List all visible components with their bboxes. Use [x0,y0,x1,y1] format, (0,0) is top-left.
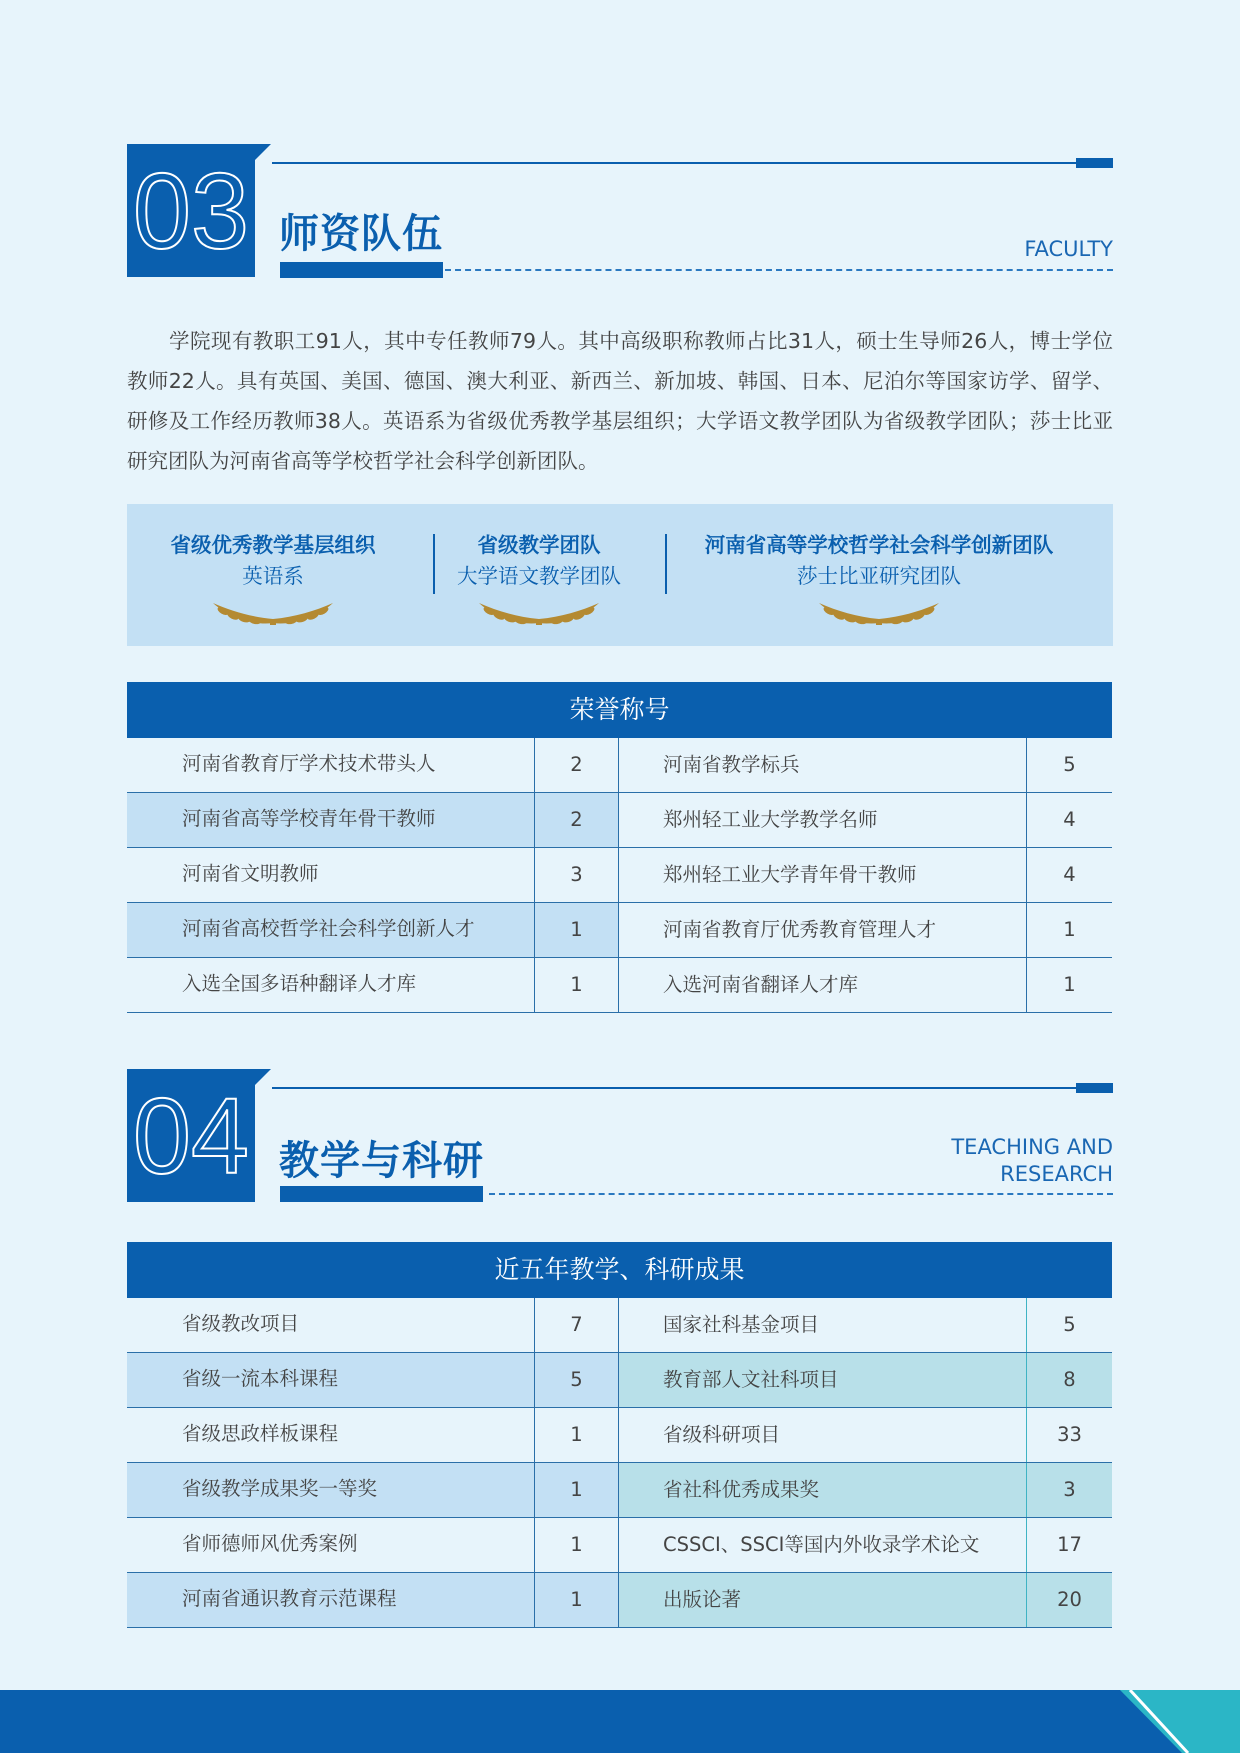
honor-name: 入选河南省翻译人才库 [663,973,859,996]
title-underline-bar [280,1186,483,1202]
result-name: 河南省通识教育示范课程 [127,1573,534,1627]
result-count: 5 [534,1353,619,1407]
section-number-icon [127,144,255,277]
result-name: 省级教改项目 [182,1312,300,1335]
table-row [127,793,1112,848]
table-row [127,738,1112,793]
table-row [127,1463,1112,1518]
award-title: 省级教学团队 [477,533,601,557]
section-number: 03 [133,150,249,271]
table-row [127,1408,1112,1463]
result-name: 省级教学成果奖一等奖 [127,1463,534,1517]
result-count: 7 [534,1298,619,1352]
results-table [127,1242,1112,1628]
award-subtitle: 大学语文教学团队 [457,564,621,588]
result-name: 国家社科基金项目 [663,1313,820,1336]
award-title: 省级优秀教学基层组织 [170,533,376,557]
table-row [127,903,1112,958]
honor-count: 4 [1026,793,1112,847]
result-name: 省级一流本科课程 [127,1353,534,1407]
faculty-intro-paragraph: 学院现有教职工91人，其中专任教师79人。其中高级职称教师占比31人，硕士生导师26人，博士学位教师22人。具有英国、美国、德国、澳大利亚、新西兰、新加坡、韩国、日本、尼泊尔等国家访学、留学、研修及工作经历教师38人。英语系为省级优秀教学基层组织；大学语文教学团队为省级教学团队；莎士比亚研究团队为河南省高等学校哲学社会科学创新团队。 [127,329,1113,473]
award-title: 河南省高等学校哲学社会科学创新团队 [704,533,1054,557]
result-name: 出版论著 [619,1573,1026,1627]
result-count: 20 [1026,1573,1112,1627]
honor-name: 河南省教育厅优秀教育管理人才 [663,918,937,941]
result-name: 省社科优秀成果奖 [619,1463,1026,1517]
honor-name: 河南省文明教师 [182,862,319,885]
honor-count: 1 [534,903,619,957]
table-title: 荣誉称号 [127,682,1112,738]
result-count: 8 [1026,1353,1112,1407]
table-row [127,1298,1112,1353]
award-subtitle: 英语系 [242,564,304,588]
title-underline-bar [280,262,443,278]
result-count: 1 [534,1463,619,1517]
header-top-bar [1076,1083,1113,1093]
wheat-laurel-icon [207,595,339,629]
section-title-en-line2: RESEARCH [1000,1162,1113,1186]
award-item [163,530,383,629]
honor-count: 2 [534,793,619,847]
result-name: 省级科研项目 [663,1423,781,1446]
honor-count: 2 [534,738,619,792]
honor-name: 河南省高等学校青年骨干教师 [127,793,534,847]
table-row [127,848,1112,903]
honor-name: 入选全国多语种翻译人才库 [182,972,417,995]
result-name: 省级思政样板课程 [182,1422,339,1445]
honor-name: 郑州轻工业大学教学名师 [663,808,878,831]
wheat-laurel-icon [473,595,605,629]
section-title: 师资队伍 [279,211,443,257]
section-title-en-line1: TEACHING AND [951,1135,1113,1159]
wheat-laurel-icon [813,595,945,629]
award-item [689,530,1069,629]
section-number-icon [127,1069,255,1202]
section-header-teaching [127,1069,1113,1204]
honor-name: 郑州轻工业大学青年骨干教师 [663,863,917,886]
result-count: 33 [1026,1408,1112,1462]
section-title-en: FACULTY [1024,237,1113,261]
honor-name: 河南省高校哲学社会科学创新人才 [127,903,534,957]
header-top-bar [1076,158,1113,168]
table-row [127,1573,1112,1628]
header-top-line [272,1087,1096,1089]
section-number-badge [127,144,255,277]
footer-bar [0,1690,1240,1753]
awards-band [127,504,1113,646]
result-count: 5 [1026,1298,1112,1352]
award-item [449,530,629,629]
honor-count: 4 [1026,848,1112,902]
footer-accent-stripe [1120,1690,1240,1753]
honor-count: 3 [534,848,619,902]
honor-name: 河南省教育厅学术技术带头人 [182,752,436,775]
honor-count: 5 [1026,738,1112,792]
result-count: 3 [1026,1463,1112,1517]
header-top-line [272,162,1096,164]
honor-count: 1 [1026,958,1112,1012]
result-count: 1 [534,1408,619,1462]
section-number: 04 [133,1075,249,1196]
section-number-badge [127,1069,255,1202]
dashed-divider [445,269,1113,271]
honor-name: 河南省教学标兵 [663,753,800,776]
result-name: 省师德师风优秀案例 [182,1532,358,1555]
honors-table [127,682,1112,1013]
result-count: 17 [1026,1518,1112,1572]
result-name: 教育部人文社科项目 [619,1353,1026,1407]
award-separator [433,534,435,594]
award-separator [665,534,667,594]
section-title: 教学与科研 [279,1138,484,1184]
section-header-faculty [127,144,1113,279]
honor-count: 1 [1026,903,1112,957]
table-row [127,1518,1112,1573]
table-title: 近五年教学、科研成果 [127,1242,1112,1298]
result-count: 1 [534,1573,619,1627]
dashed-divider [489,1193,1113,1195]
award-subtitle: 莎士比亚研究团队 [797,564,961,588]
result-name: CSSCI、SSCI等国内外收录学术论文 [663,1533,980,1556]
section-title-en [951,1134,1113,1188]
table-row [127,958,1112,1013]
table-row [127,1353,1112,1408]
honor-count: 1 [534,958,619,1012]
result-count: 1 [534,1518,619,1572]
